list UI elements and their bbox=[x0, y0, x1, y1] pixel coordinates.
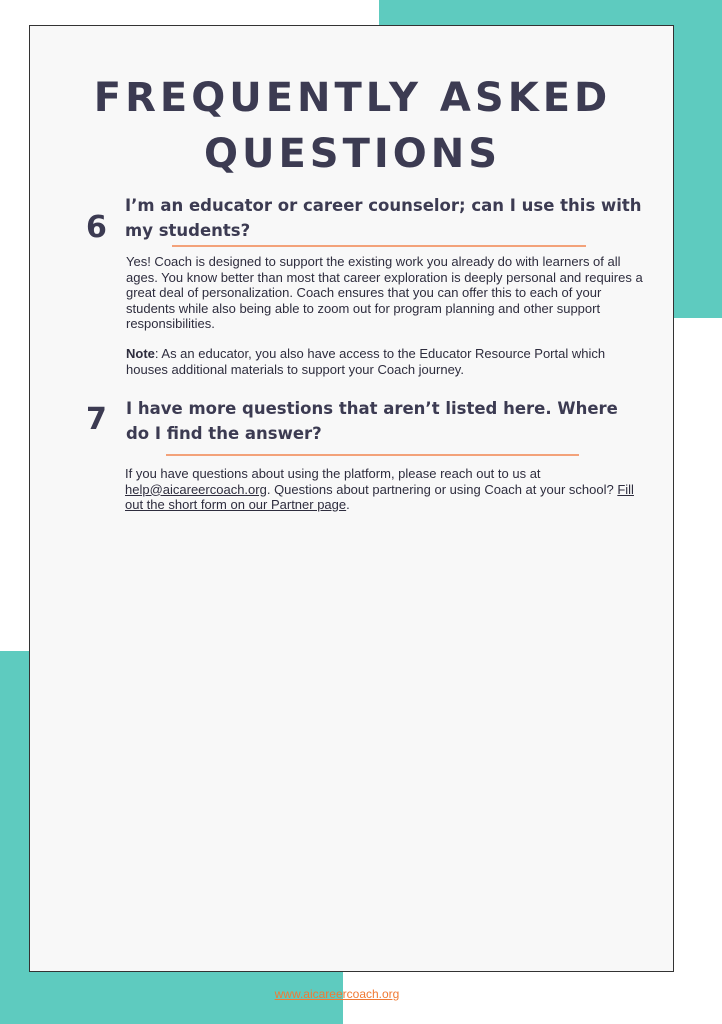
note-label: Note bbox=[126, 346, 155, 361]
website-footer-link[interactable]: www.aicareercoach.org bbox=[274, 987, 400, 1001]
question-7-text: I have more questions that aren’t listed here. Where do I find the answer? bbox=[126, 399, 618, 443]
page-title-line-2: QUESTIONS bbox=[203, 131, 502, 177]
page-title-line-1: FREQUENTLY ASKED bbox=[93, 75, 612, 121]
note-text: : As an educator, you also have access to the Educator Resource Portal which houses additional materials to support your Coach journey. bbox=[126, 346, 606, 377]
support-email-link[interactable]: help@aicareercoach.org bbox=[125, 481, 267, 497]
question-7-answer bbox=[125, 466, 655, 513]
faq-card bbox=[29, 25, 674, 972]
answer-7-middle: . Questions about partnering or using Coach at your school? bbox=[266, 481, 618, 497]
question-6-answer: Yes! Coach is designed to support the existing work you already do with learners of all ages. You know better than most that career exploration is deeply personal and requires a great deal of personalization. Coach ensures that you can offer this to each of your students while also being able to zoom out for program planning and other support responsibilities. bbox=[126, 254, 643, 331]
answer-7-prefix: If you have questions about using the platform, please reach out to us at bbox=[125, 466, 541, 481]
question-6-divider bbox=[172, 245, 586, 247]
answer-7-suffix: . bbox=[346, 497, 350, 512]
partner-page-link[interactable]: Fill out the short form on our Partner page bbox=[125, 481, 634, 512]
question-7-number: 7 bbox=[86, 402, 107, 437]
question-7-divider bbox=[166, 454, 579, 456]
question-6-text: I’m an educator or career counselor; can I use this with my students? bbox=[125, 196, 642, 240]
question-6-number: 6 bbox=[86, 210, 107, 245]
page-title bbox=[30, 70, 675, 182]
question-6-note bbox=[126, 346, 646, 377]
